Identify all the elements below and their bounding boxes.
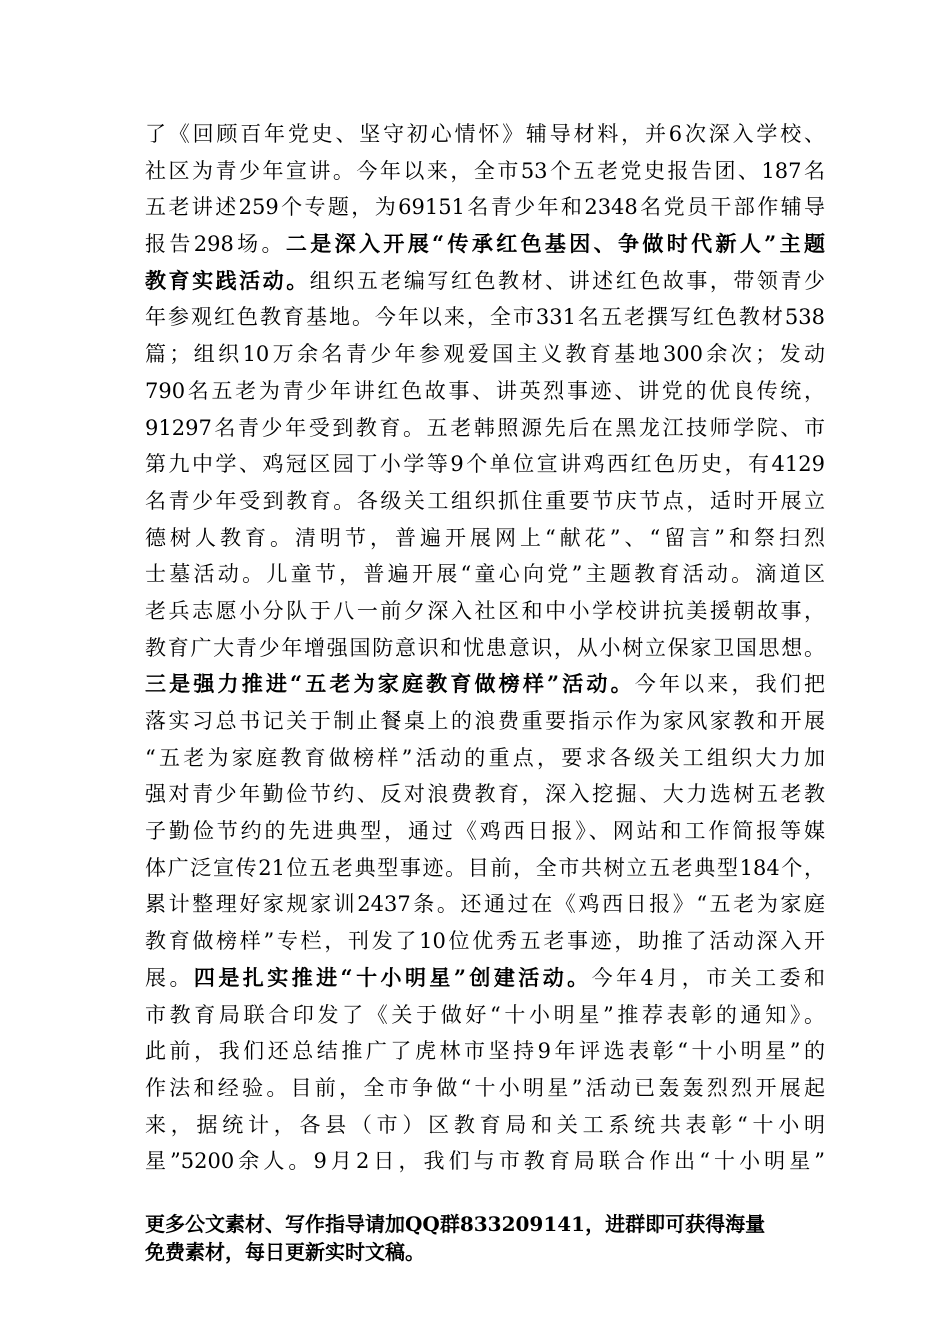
body-line	[145, 813, 825, 850]
body-line	[145, 1143, 825, 1180]
body-line	[145, 263, 825, 300]
bold-heading-segment: 三是强力推进“五老为家庭教育做榜样”活动。	[145, 671, 635, 697]
text-segment: 子勤俭节约的先进典型，通过《鸡西日报》、网站和工作简报等媒	[145, 819, 825, 844]
body-line	[145, 1033, 825, 1070]
text-segment: 年参观红色教育基地。今年以来，全市331名五老撰写红色教材538	[145, 305, 825, 330]
bold-heading-segment: 教育实践活动。	[145, 267, 310, 293]
text-segment: 此前，我们还总结推广了虎林市坚持9年评选表彰“十小明星”的	[145, 1039, 825, 1064]
body-line	[145, 556, 825, 593]
text-segment: 老兵志愿小分队于八一前夕深入社区和中小学校讲抗美援朝故事，	[145, 598, 825, 623]
body-line	[145, 740, 825, 777]
text-segment: 了《回顾百年党史、坚守初心情怀》辅导材料，并6次深入学校、	[145, 122, 825, 146]
body-line	[145, 703, 825, 740]
body-line	[145, 886, 825, 923]
body-line	[145, 226, 825, 263]
body-line	[145, 1107, 825, 1144]
body-text	[145, 116, 825, 1180]
text-segment: 五老讲述259个专题，为69151名青少年和2348名党员干部作辅导	[145, 195, 825, 220]
body-line	[145, 850, 825, 887]
body-line	[145, 997, 825, 1034]
text-segment: 社区为青少年宣讲。今年以来，全市53个五老党史报告团、187名	[145, 158, 825, 183]
text-segment: 报告298场。	[145, 232, 286, 257]
text-segment: “五老为家庭教育做榜样”活动的重点，要求各级关工组织大力加	[145, 745, 825, 770]
text-segment: 星”5200余人。9月2日，我们与市教育局联合作出“十小明星”	[145, 1149, 825, 1174]
body-line	[145, 483, 825, 520]
text-segment: 今年4月，市关工委和	[591, 965, 825, 990]
body-line	[145, 116, 825, 153]
text-segment: 790名五老为青少年讲红色故事、讲英烈事迹、讲党的优良传统，	[145, 378, 825, 403]
body-line	[145, 520, 825, 557]
body-line	[145, 960, 825, 997]
body-line	[145, 630, 825, 667]
body-line	[145, 410, 825, 447]
footer-note	[145, 1210, 825, 1266]
body-line	[145, 446, 825, 483]
body-line	[145, 593, 825, 630]
text-segment: 累计整理好家规家训2437条。还通过在《鸡西日报》“五老为家庭	[145, 892, 825, 917]
bold-heading-segment: 四是扎实推进“十小明星”创建活动。	[193, 964, 592, 990]
text-segment: 展。	[145, 965, 194, 990]
text-segment: 德树人教育。清明节，普遍开展网上“献花”、“留言”和祭扫烈	[145, 525, 825, 550]
text-segment: 今年以来，我们把	[634, 672, 825, 697]
text-segment: 市教育局联合印发了《关于做好“十小明星”推荐表彰的通知》。	[145, 1002, 825, 1027]
body-line	[145, 189, 825, 226]
bold-heading-segment: 二是深入开展“传承红色基因、争做时代新人”主题	[285, 231, 825, 257]
text-segment: 篇；组织10万余名青少年参观爱国主义教育基地300余次；发动	[145, 342, 825, 367]
body-line	[145, 299, 825, 336]
footer-line-2: 免费素材，每日更新实时文稿。	[145, 1240, 425, 1264]
text-segment: 教育做榜样”专栏，刊发了10位优秀五老事迹，助推了活动深入开	[145, 929, 825, 954]
body-line	[145, 336, 825, 373]
text-segment: 作法和经验。目前，全市争做“十小明星”活动已轰轰烈烈开展起	[145, 1075, 825, 1100]
text-segment: 91297名青少年受到教育。五老韩照源先后在黑龙江技师学院、市	[145, 415, 825, 440]
text-segment: 教育广大青少年增强国防意识和忧患意识，从小树立保家卫国思想。	[145, 635, 825, 660]
body-line	[145, 776, 825, 813]
text-segment: 体广泛宣传21位五老典型事迹。目前，全市共树立五老典型184个，	[145, 855, 825, 880]
text-segment: 落实习总书记关于制止餐桌上的浪费重要指示作为家风家教和开展	[145, 709, 825, 733]
text-segment: 第九中学、鸡冠区园丁小学等9个单位宣讲鸡西红色历史，有4129	[145, 452, 825, 477]
text-segment: 士墓活动。儿童节，普遍开展“童心向党”主题教育活动。滴道区	[145, 562, 825, 587]
footer-line-1: 更多公文素材、写作指导请加QQ群833209141，进群即可获得海量	[145, 1212, 766, 1236]
body-line	[145, 373, 825, 410]
body-line	[145, 923, 825, 960]
text-segment: 组织五老编写红色教材、讲述红色故事，带领青少	[309, 268, 825, 293]
body-line	[145, 666, 825, 703]
text-segment: 来，据统计，各县（市）区教育局和关工系统共表彰“十小明	[145, 1112, 825, 1137]
text-segment: 强对青少年勤俭节约、反对浪费教育，深入挖掘、大力选树五老教	[145, 782, 825, 807]
text-segment: 名青少年受到教育。各级关工组织抓住重要节庆节点，适时开展立	[145, 488, 825, 513]
body-line	[145, 1070, 825, 1107]
body-line	[145, 153, 825, 190]
